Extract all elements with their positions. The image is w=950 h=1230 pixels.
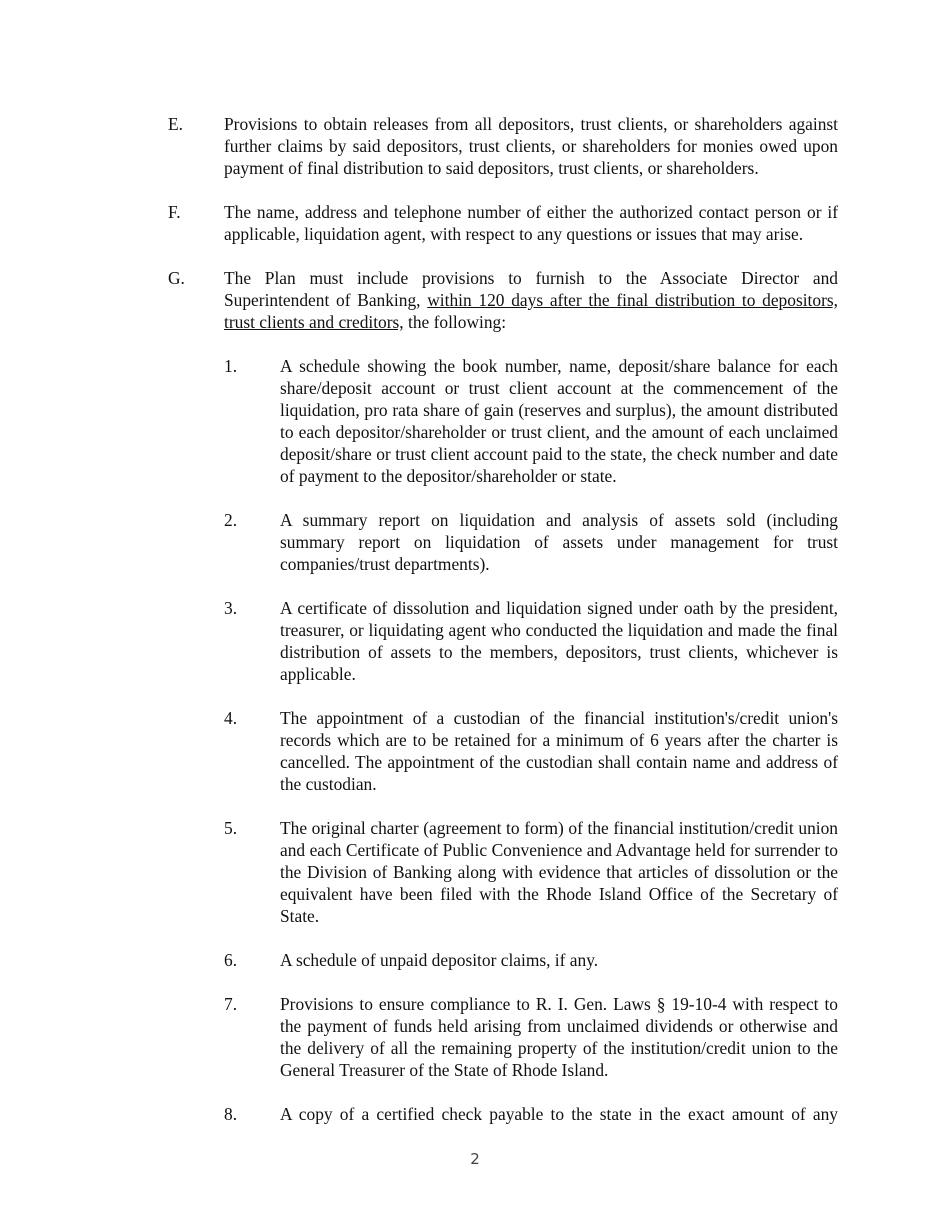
section-text [224,267,838,333]
list-item-text: Provisions to ensure compliance to R. I. Gen. Laws § 19-10-4 with respect to the payment of funds held arising from unclaimed dividends or otherwise and the delivery of all the remaining property of the institution/credit union to the General Treasurer of the State of Rhode Island. [280,994,838,1080]
list-item-number: 5. [224,818,238,838]
section-label: E. [168,114,183,134]
section-label: F. [168,202,181,222]
list-item-text: A copy of a certified check payable to the state in the exact amount of any [280,1104,838,1124]
section-label: G. [168,268,185,288]
list-item-number: 7. [224,994,238,1014]
list-item-text: A schedule showing the book number, name, deposit/share balance for each share/deposit account or trust client account at the commencement of the liquidation, pro rata share of gain (reserves and surplus), the amount distributed to each depositor/shareholder or trust client, and the amount of each unclaimed deposit/share or trust client account paid to the state, the check number and date of payment to the depositor/shareholder or state. [280,356,838,486]
page-number: 2 [470,1150,480,1168]
list-item-number: 3. [224,598,238,618]
section-text-underlined: within 120 days after the final distribution to depositors, trust clients and creditors, [224,290,838,332]
section-text-before: The Plan must include provisions to furnish to the Associate Director and Superintendent of Banking, [224,268,838,310]
list-item-number: 8. [224,1104,238,1124]
list-item-text: The original charter (agreement to form) of the financial institution/credit union and each Certificate of Public Convenience and Advantage held for surrender to the Division of Banking along with evidence that articles of dissolution or the equivalent have been filed with the Rhode Island Office of the Secretary of State. [280,818,838,926]
list-item-text: A schedule of unpaid depositor claims, if any. [280,950,599,970]
list-item-number: 2. [224,510,238,530]
section-text: Provisions to obtain releases from all depositors, trust clients, or shareholders against further claims by said depositors, trust clients, or shareholders for monies owed upon payment of final distribution to said depositors, trust clients, or shareholders. [224,114,838,178]
list-item-text: The appointment of a custodian of the financial institution's/credit union's records which are to be retained for a minimum of 6 years after the charter is cancelled. The appointment of the custodian shall contain name and address of the custodian. [280,708,838,794]
list-item-number: 1. [224,356,238,376]
section-text: The name, address and telephone number of either the authorized contact person or if applicable, liquidation agent, with respect to any questions or issues that may arise. [224,202,838,244]
section-text-after: the following: [403,312,507,332]
list-item-number: 4. [224,708,238,728]
list-item-text: A certificate of dissolution and liquidation signed under oath by the president, treasurer, or liquidating agent who conducted the liquidation and made the final distribution of assets to the members, depositors, trust clients, whichever is applicable. [280,598,838,684]
list-item-text: A summary report on liquidation and analysis of assets sold (including summary report on liquidation of assets under management for trust companies/trust departments). [280,510,838,574]
list-item-number: 6. [224,950,238,970]
